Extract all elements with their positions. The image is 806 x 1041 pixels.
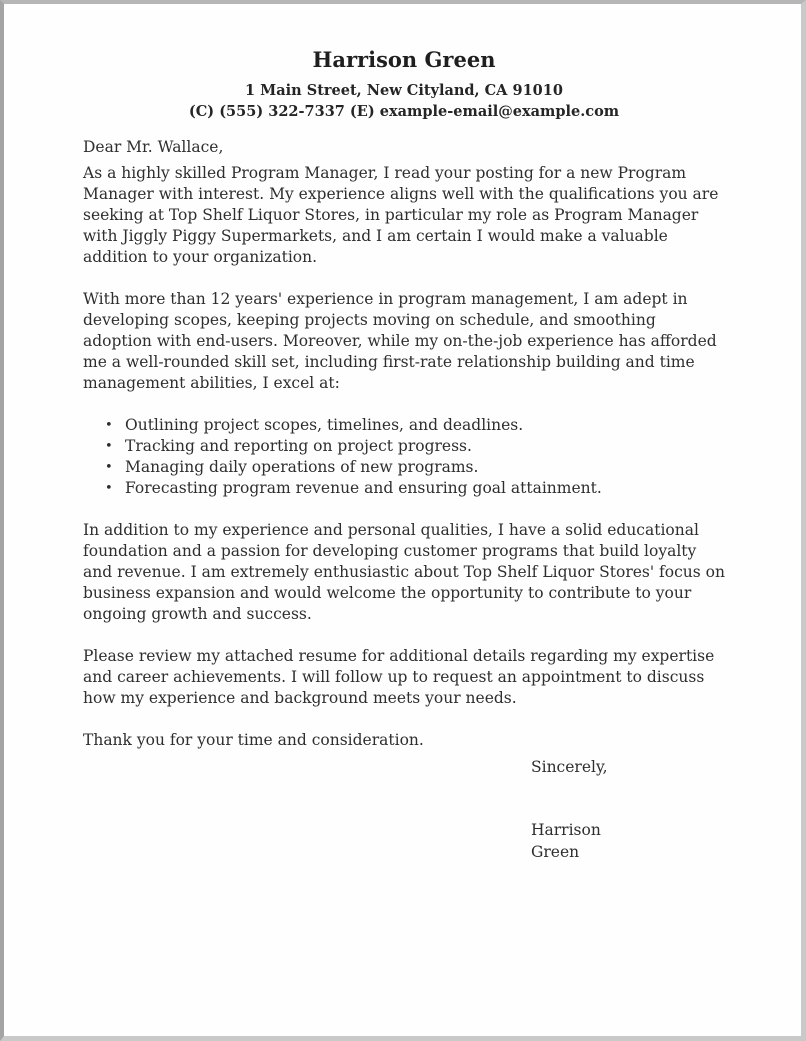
- thank-you-line: Thank you for your time and consideration.: [83, 731, 424, 749]
- paragraph-resume: Please review my attached resume for additional details regarding my expertise and career achievements. I will follow up to request an appointment to discuss how my experience and background meets your needs.: [83, 647, 715, 707]
- sender-name: Harrison Green: [312, 47, 496, 72]
- bullet-icon: •: [105, 460, 113, 475]
- bullet-icon: •: [105, 481, 113, 496]
- signature-first-name: Harrison: [531, 821, 601, 839]
- valediction: Sincerely,: [531, 758, 608, 776]
- signature-block: [531, 757, 725, 863]
- paragraph-education: In addition to my experience and personal qualities, I have a solid educational foundation and a passion for developing customer programs that build loyalty and revenue. I am extremely enthusiastic about Top Shelf Liquor Stores' focus on business expansion and would welcome the opportunity to contribute to your ongoing growth and success.: [83, 521, 725, 623]
- bullet-item: [105, 415, 725, 436]
- bullet-icon: •: [105, 418, 113, 433]
- bullet-item-text: Outlining project scopes, timelines, and deadlines.: [125, 416, 524, 434]
- salutation: Dear Mr. Wallace,: [83, 138, 224, 156]
- bullet-item: [105, 478, 725, 499]
- sender-contact: (C) (555) 322-7337 (E) example-email@example.com: [188, 103, 620, 120]
- paragraph-experience: With more than 12 years' experience in program management, I am adept in developing scopes, keeping projects moving on schedule, and smoothing adoption with end-users. Moreover, while my on-the-job experience has afforded me a well-rounded skill set, including first-rate relationship building and time management abilities, I excel at:: [83, 290, 717, 392]
- paragraph-intro: As a highly skilled Program Manager, I read your posting for a new Program Manager with interest. My experience aligns well with the qualifications you are seeking at Top Shelf Liquor Stores, in particular my role as Program Manager with Jiggly Piggy Supermarkets, and I am certain I would make a valuable addition to your organization.: [83, 164, 719, 266]
- bullet-icon: •: [105, 439, 113, 454]
- letter-header: [83, 46, 725, 122]
- sender-address: 1 Main Street, New Cityland, CA 91010: [245, 82, 563, 99]
- bullet-item-text: Forecasting program revenue and ensuring goal attainment.: [125, 479, 602, 497]
- bullet-item-text: Tracking and reporting on project progress.: [125, 437, 472, 455]
- letter-content: [4, 4, 801, 863]
- skills-bullet-list: [83, 415, 725, 499]
- signature-last-name: Green: [531, 843, 580, 861]
- bullet-item-text: Managing daily operations of new programs.: [125, 458, 479, 476]
- bullet-item: [105, 457, 725, 478]
- bullet-item: [105, 436, 725, 457]
